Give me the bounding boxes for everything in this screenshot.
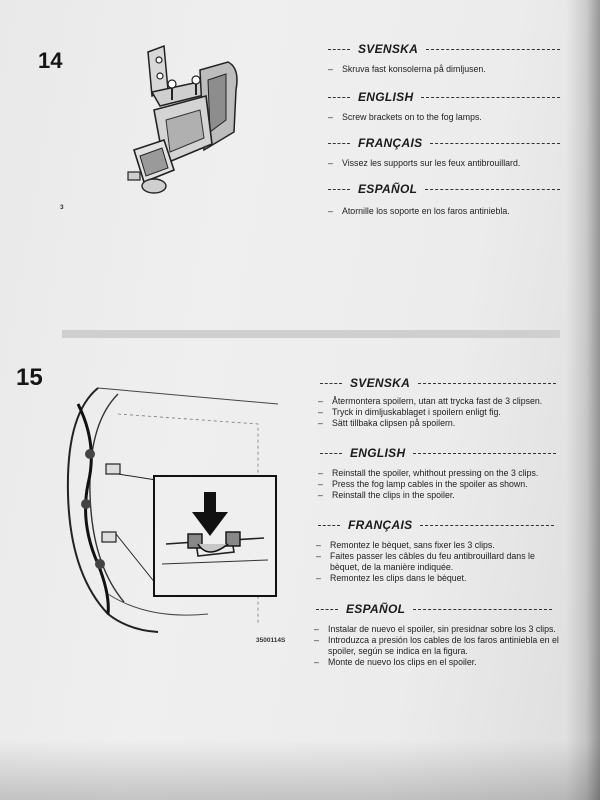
instruction-item: – Faites passer les câbles du feu antibrouillard dans le bèquet, de la manière indiquée. — [316, 551, 566, 573]
step-15-heading-english-label: ENGLISH — [350, 446, 406, 460]
step-14-heading-english-label: ENGLISH — [358, 90, 414, 104]
step-14-number: 14 — [38, 48, 63, 73]
step-15-heading-francais — [318, 518, 554, 532]
instruction-item: – Remontez le bèquet, sans fixer les 3 clips. — [316, 540, 566, 551]
step-15-figure-code: 3500114S — [256, 637, 286, 644]
instruction-item: – Introduzca a presión los cables de los faros antiniebla en el spoiler, según se indica en la figura. — [314, 635, 566, 657]
page-edge-shadow — [566, 0, 600, 800]
step-14-heading-svenska — [328, 42, 560, 56]
instruction-item: – Reinstall the clips in the spoiler. — [318, 490, 566, 501]
instruction-item: – Tryck in dimljuskablaget i spoilern enligt fig. — [318, 407, 566, 418]
instruction-item: – Atornille los soporte en los faros antiniebla. — [328, 206, 568, 217]
page-bottom-shadow — [0, 740, 600, 800]
step-15-heading-espanol — [316, 602, 552, 616]
step-15-instructions-francais — [316, 540, 566, 584]
step-14-instructions-svenska — [328, 64, 568, 75]
step-15-number: 15 — [16, 364, 43, 391]
instruction-item: – Vissez les supports sur les feux antibrouillard. — [328, 158, 568, 169]
instruction-item: – Instalar de nuevo el spoiler, sin presidnar sobre los 3 clips. — [314, 624, 566, 635]
fog-lamp-bracket-illustration — [108, 40, 258, 200]
step-15-heading-english — [320, 446, 556, 460]
step-14-heading-francais — [328, 136, 560, 150]
step-15-heading-espanol-label: ESPAÑOL — [346, 602, 406, 616]
step-14-figure-code: 3 — [60, 204, 64, 211]
instruction-item: – Press the fog lamp cables in the spoiler as shown. — [318, 479, 566, 490]
section-divider — [62, 330, 560, 338]
step-15-instructions-svenska — [318, 396, 566, 429]
step-15-instructions-english — [318, 468, 566, 501]
instruction-item: – Återmontera spoilern, utan att trycka fast de 3 clipsen. — [318, 396, 566, 407]
step-14-instructions-francais — [328, 158, 568, 169]
step-14-heading-svenska-label: SVENSKA — [358, 42, 419, 56]
spoiler-cable-illustration — [58, 384, 298, 644]
step-15-heading-francais-label: FRANÇAIS — [348, 518, 413, 532]
instruction-item: – Remontez les clips dans le bèquet. — [316, 573, 566, 584]
instruction-item: – Screw brackets on to the fog lamps. — [328, 112, 568, 123]
step-14-heading-espanol-label: ESPAÑOL — [358, 182, 418, 196]
step-14-heading-english — [328, 90, 560, 104]
step-14-heading-espanol — [328, 182, 560, 196]
step-14-instructions-espanol — [328, 206, 568, 217]
step-14-heading-francais-label: FRANÇAIS — [358, 136, 423, 150]
instruction-item: – Skruva fast konsolerna på dimljusen. — [328, 64, 568, 75]
instruction-item: – Reinstall the spoiler, whithout pressing on the 3 clips. — [318, 468, 566, 479]
instruction-item: – Sätt tillbaka clipsen på spoilern. — [318, 418, 566, 429]
step-15-instructions-espanol — [314, 624, 566, 668]
instruction-item: – Monte de nuevo los clips en el spoiler. — [314, 657, 566, 668]
step-15-heading-svenska — [320, 376, 556, 390]
step-15-heading-svenska-label: SVENSKA — [350, 376, 411, 390]
step-14-instructions-english — [328, 112, 568, 123]
